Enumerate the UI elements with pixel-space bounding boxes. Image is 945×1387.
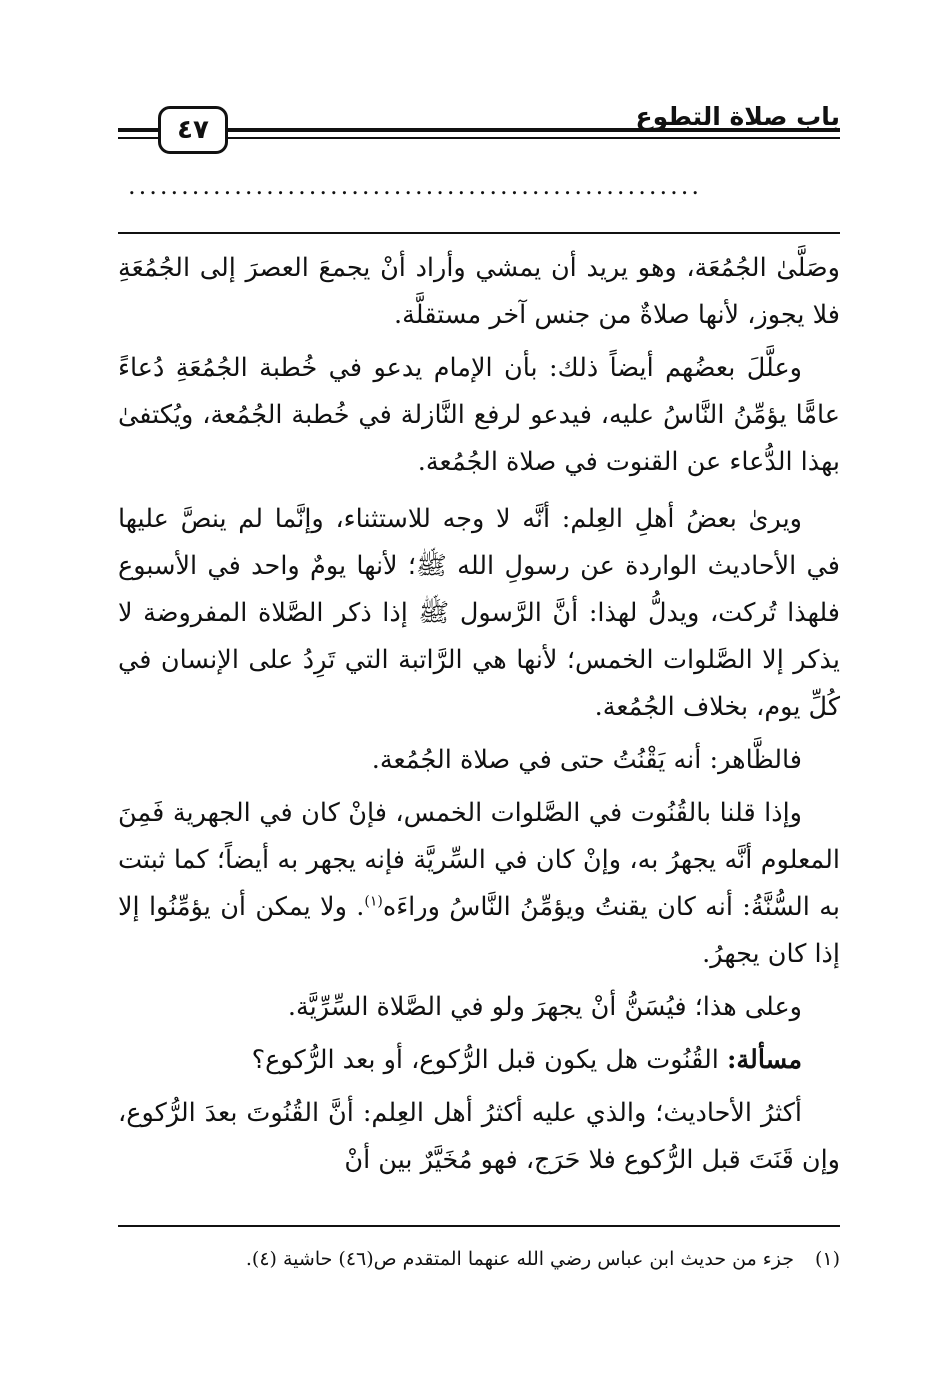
footnote — [118, 1245, 840, 1273]
header-rule-thick — [222, 128, 840, 132]
paragraph: وصَلَّىٰ الجُمُعَة، وهو يريد أن يمشي وأراد أنْ يجمعَ العصرَ إلى الجُمُعَةِ فلا يجوز، لأنها صلاةٌ من جنس آخر مستقلَّة. — [118, 253, 840, 330]
paragraph-with-footnote — [118, 790, 840, 978]
header-rule-left-thick — [118, 128, 158, 132]
footnote-divider — [118, 1225, 840, 1227]
footnote-marker: (١) — [814, 1248, 840, 1270]
header-rule-left-thin — [118, 137, 158, 139]
chapter-title: باب صلاة التطوع — [635, 102, 840, 131]
question-label: مسألة: — [726, 1045, 802, 1075]
paragraph: وعلَّلَ بعضُهم أيضاً ذلك: بأن الإمام يدعو في خُطبة الجُمُعَةِ دُعاءً عامًّا يؤمِّنُ النَّاسُ عليه، فيدعو لرفع النَّازلة في خُطبة الجُمُعة، ويُكتفىٰ بهذا الدُّعاء عن القنوت في صلاة الجُمُعة. — [118, 353, 840, 477]
header-rule-thin — [222, 137, 840, 139]
paragraph-text: القُنُوت هل يكون قبل الرُّكوع، أو بعد الرُّكوع؟ — [251, 1045, 727, 1075]
paragraph-text: . ولا يمكن أن يؤمِّنُوا إلا إذا كان يجهرُ. — [118, 892, 840, 969]
paragraph: أكثرُ الأحاديث؛ والذي عليه أكثرُ أهل العِلم: أنَّ القُنُوتَ بعدَ الرُّكوع، وإن قَنَتَ قبل الرُّكوع فلا حَرَج، فهو مُخَيَّرٌ بين أنْ — [118, 1098, 840, 1175]
main-text — [118, 245, 840, 1190]
page-number: ٤٧ — [158, 106, 228, 154]
paragraph: ويرىٰ بعضُ أهلِ العِلم: أنَّه لا وجه للاستثناء، وإنَّما لم ينصَّ عليها في الأحاديث الواردة عن رسولِ الله ﷺ؛ لأنها يومٌ واحد في الأسبوع فلهذا تُركت، ويدلُّ لهذا: أنَّ الرَّسول ﷺ إذا ذكر الصَّلاة المفروضة لا يذكر إلا الصَّلوات الخمس؛ لأنها هي الرَّاتبة التي تَرِدُ على الإنسان في كُلِّ يوم، بخلاف الجُمُعة. — [118, 504, 840, 722]
paragraph-text: وإذا قلنا بالقُنُوت في الصَّلوات الخمس، فإنْ كان في الجهرية فَمِنَ المعلوم أنَّه يجهرُ به، وإنْ كان في السِّريَّة فإنه يجهر به أيضاً؛ كما ثبتت به السُّنَّةُ: أنه كان يقنتُ ويؤمِّنُ النَّاسُ وراءَه — [118, 798, 840, 922]
continuation-dots: ...................................................... — [128, 172, 702, 200]
paragraph: وعلى هذا؛ فيُسَنُّ أنْ يجهرَ ولو في الصَّلاة السِّرِّيَّة. — [287, 992, 802, 1022]
question-paragraph — [118, 1037, 840, 1084]
top-divider — [118, 232, 840, 234]
page-header — [118, 88, 840, 156]
footnote-text: جزء من حديث ابن عباس رضي الله عنهما المتقدم ص(٤٦) حاشية (٤). — [245, 1248, 794, 1270]
footnote-reference[interactable]: (١) — [364, 893, 383, 910]
paragraph: فالظَّاهر: أنه يَقْنُتُ حتى في صلاة الجُمُعة. — [371, 745, 802, 775]
